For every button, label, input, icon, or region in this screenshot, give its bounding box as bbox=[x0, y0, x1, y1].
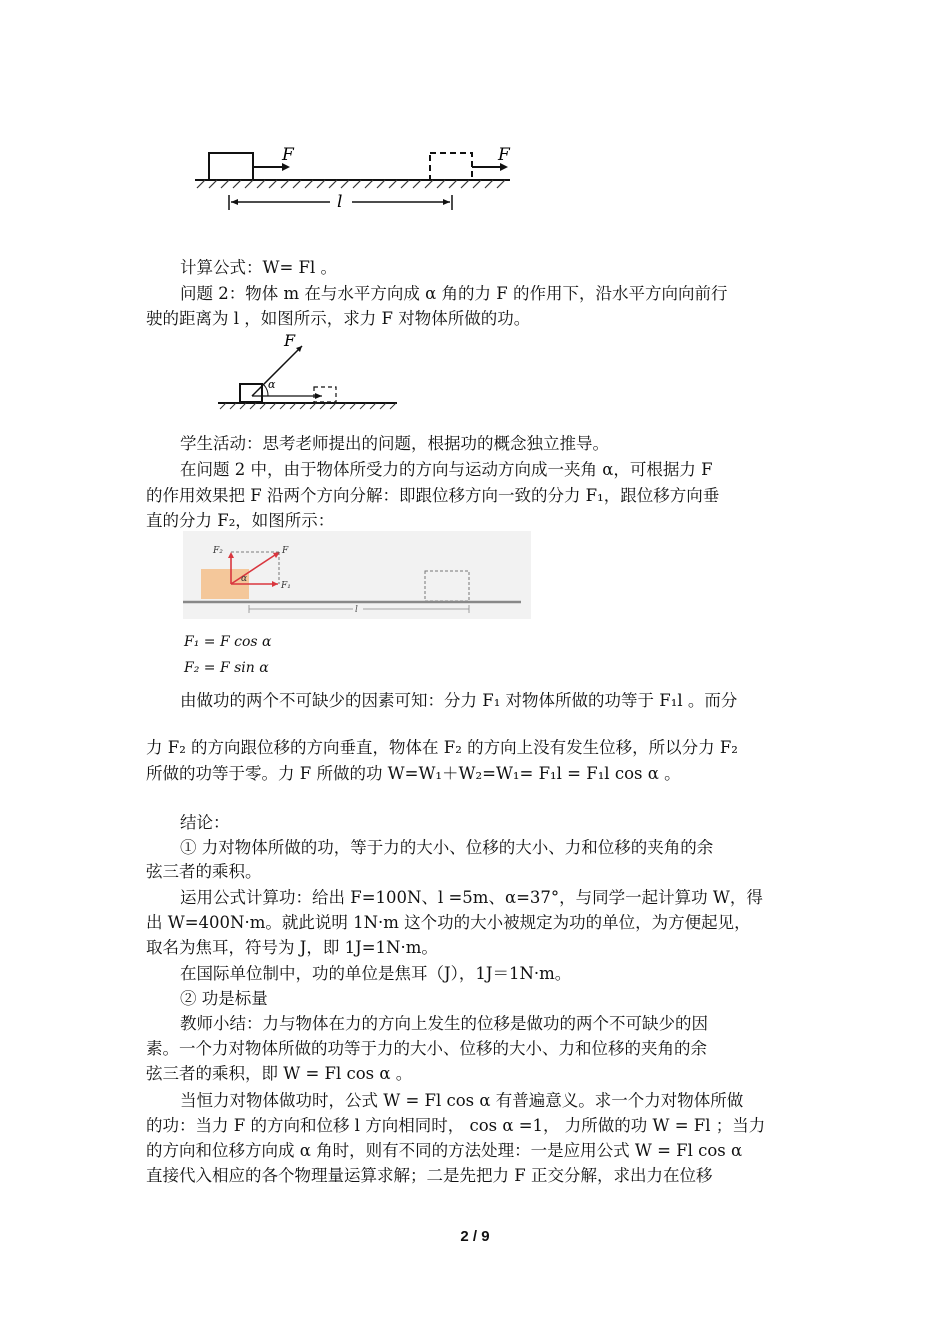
decompose-line3: 直的分力 F₂，如图所示： bbox=[146, 511, 335, 530]
summary-line3: 弦三者的乘积，即 W = Fl cos α 。 bbox=[146, 1064, 413, 1083]
f-label: F bbox=[282, 546, 289, 556]
calculation-line1: 运用公式计算功：给出 F=100N、l =5m、α=37°，与同学一起计算功 W，得 bbox=[180, 888, 763, 907]
figure2-angle-label: α bbox=[268, 378, 276, 391]
constant-force-line4: 直接代入相应的各个物理量运算求解；二是先把力 F 正交分解，求出力在位移 bbox=[146, 1166, 713, 1185]
f1-label: F₁ bbox=[281, 581, 291, 591]
work-factor-line1: 由做功的两个不可缺少的因素可知：分力 F₁ 对物体所做的功等于 F₁l 。而分 bbox=[180, 691, 738, 710]
work-factor-line2: 力 F₂ 的方向跟位移的方向垂直，物体在 F₂ 的方向上没有发生位移，所以分力 F₂ bbox=[146, 738, 738, 757]
figure2-force-label: F bbox=[284, 332, 296, 350]
calculation-line3: 取名为焦耳，符号为 J，即 1J=1N·m。 bbox=[146, 938, 438, 957]
question2-line2: 驶的距离为 l ，如图所示，求力 F 对物体所做的功。 bbox=[146, 309, 531, 328]
decompose-line2: 的作用效果把 F 沿两个方向分解：即跟位移方向一致的分力 F₁，跟位移方向垂 bbox=[146, 486, 720, 505]
decompose-line1: 在问题 2 中，由于物体所受力的方向与运动方向成一夹角 α，可根据力 F bbox=[180, 460, 713, 479]
conclusion-heading: 结论： bbox=[180, 813, 230, 832]
formula-line: 计算公式：W= Fl 。 bbox=[180, 258, 337, 277]
constant-force-line1: 当恒力对物体做功时，公式 W = Fl cos α 有普遍意义。求一个力对物体所做 bbox=[180, 1091, 744, 1110]
force-label-right: F bbox=[498, 145, 510, 165]
force-label-left: F bbox=[282, 145, 294, 165]
constant-force-line3: 的方向和位移方向成 α 角时，则有不同的方法处理：一是应用公式 W = Fl cos α bbox=[146, 1141, 743, 1160]
figure-force-decomposition bbox=[183, 531, 531, 619]
conclusion-point1-line1: ① 力对物体所做的功，等于力的大小、位移的大小、力和位移的夹角的余 bbox=[180, 838, 714, 857]
calculation-line2: 出 W=400N·m。就此说明 1N·m 这个功的大小被规定为功的单位，为方便起见， bbox=[146, 913, 751, 932]
si-unit-line: 在国际单位制中，功的单位是焦耳（J），1J＝1N·m。 bbox=[180, 964, 572, 983]
equation-f1: F₁ = F cos α bbox=[184, 634, 272, 650]
conclusion-point1-line2: 弦三者的乘积。 bbox=[146, 862, 262, 881]
figure-horizontal-force bbox=[190, 140, 520, 220]
scalar-line: ② 功是标量 bbox=[180, 989, 268, 1008]
figure-angled-force bbox=[212, 332, 402, 412]
constant-force-line2: 的功：当力 F 的方向和位移 l 方向相同时， cos α =1， 力所做的功 W = Fl ；当力 bbox=[146, 1116, 766, 1135]
summary-line2: 素。一个力对物体所做的功等于力的大小、位移的大小、力和位移的夹角的余 bbox=[146, 1039, 707, 1058]
figure3-distance-label: l bbox=[355, 605, 358, 615]
student-activity-line: 学生活动：思考老师提出的问题，根据功的概念独立推导。 bbox=[180, 434, 609, 453]
summary-line1: 教师小结：力与物体在力的方向上发生的位移是做功的两个不可缺少的因 bbox=[180, 1014, 708, 1033]
figure3-angle-label: α bbox=[241, 574, 248, 584]
distance-label: l bbox=[337, 192, 343, 212]
equation-f2: F₂ = F sin α bbox=[184, 660, 269, 676]
question2-line1: 问题 2：物体 m 在与水平方向成 α 角的力 F 的作用下，沿水平方向向前行 bbox=[180, 284, 728, 303]
work-factor-line3: 所做的功等于零。力 F 所做的功 W=W₁＋W₂=W₁= F₁l = F₁l cos α 。 bbox=[146, 764, 681, 783]
f2-label: F₂ bbox=[213, 546, 223, 556]
page-number: 2 / 9 bbox=[460, 1228, 490, 1245]
